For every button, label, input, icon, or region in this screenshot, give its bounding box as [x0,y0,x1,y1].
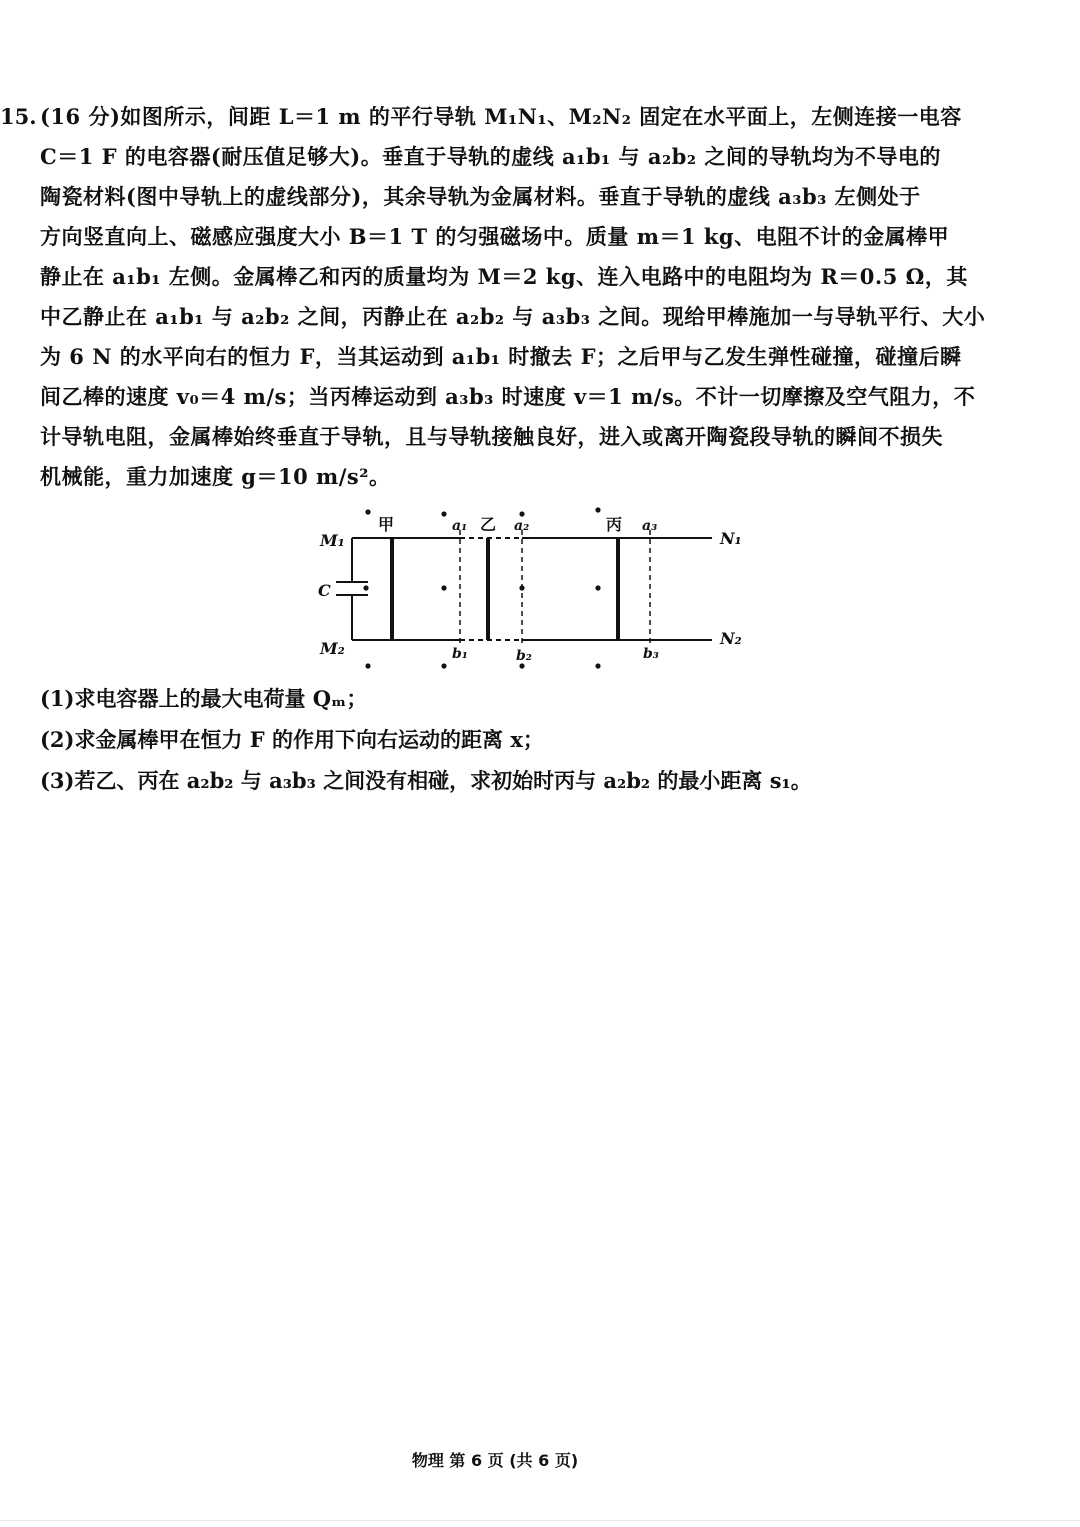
field-dot [363,585,368,590]
problem-line: 静止在 a₁b₁ 左侧。金属棒乙和丙的质量均为 M＝2 kg、连入电路中的电阻均为 R＝0.5 Ω，其 [40,264,968,289]
question-1: (1)求电容器上的最大电荷量 Qₘ； [40,686,368,711]
field-dot [519,585,524,590]
field-dot [365,663,370,668]
label-b1: b₁ [452,646,468,662]
field-dot [441,663,446,668]
label-a1: a₁ [452,518,468,534]
label-m2: M₂ [320,639,345,658]
label-m1: M₁ [320,531,345,550]
field-dot [519,511,524,516]
question-3: (3)若乙、丙在 a₂b₂ 与 a₃b₃ 之间没有相碰，求初始时丙与 a₂b₂ 的最小距离 s₁。 [40,768,812,793]
label-c: C [318,581,331,600]
label-n2: N₂ [720,629,742,648]
label-b2: b₂ [516,648,532,664]
label-bing: 丙 [606,515,623,534]
field-dot [519,663,524,668]
problem-line: 方向竖直向上、磁感应强度大小 B＝1 T 的匀强磁场中。质量 m＝1 kg、电阻不计的金属棒甲 [40,224,950,249]
field-dot [365,509,370,514]
label-b3: b₃ [643,646,659,662]
label-n1: N₁ [720,529,742,548]
label-jia: 甲 [378,515,395,534]
field-dot [441,511,446,516]
rail-diagram [300,500,770,680]
label-a2: a₂ [514,518,530,534]
problem-line: 计导轨电阻，金属棒始终垂直于导轨，且与导轨接触良好，进入或离开陶瓷段导轨的瞬间不损失 [40,424,943,449]
problem-line: (16 分)如图所示，间距 L＝1 m 的平行导轨 M₁N₁、M₂N₂ 固定在水平面上，左侧连接一电容 [40,104,962,129]
field-dot [595,663,600,668]
problem-line: 中乙静止在 a₁b₁ 与 a₂b₂ 之间，丙静止在 a₂b₂ 与 a₃b₃ 之间。现给甲棒施加一与导轨平行、大小 [40,304,986,329]
problem-number: 15. [0,104,37,129]
rail-diagram-svg [300,500,770,680]
problem-line: 间乙棒的速度 v₀＝4 m/s；当丙棒运动到 a₃b₃ 时速度 v＝1 m/s。不计一切摩擦及空气阻力，不 [40,384,976,409]
problem-line: 陶瓷材料(图中导轨上的虚线部分)，其余导轨为金属材料。垂直于导轨的虚线 a₃b₃ 左侧处于 [40,184,921,209]
field-dot [595,507,600,512]
bottom-divider [0,1520,1080,1521]
field-dot [595,585,600,590]
problem-line: 机械能，重力加速度 g＝10 m/s²。 [40,464,391,489]
label-yi: 乙 [480,515,497,534]
label-a3: a₃ [642,518,658,534]
problem-line: C＝1 F 的电容器(耐压值足够大)。垂直于导轨的虚线 a₁b₁ 与 a₂b₂ 之间的导轨均为不导电的 [40,144,941,169]
field-dot [441,585,446,590]
question-2: (2)求金属棒甲在恒力 F 的作用下向右运动的距离 x； [40,727,544,752]
problem-line: 为 6 N 的水平向右的恒力 F，当其运动到 a₁b₁ 时撤去 F；之后甲与乙发生弹性碰撞，碰撞后瞬 [40,344,962,369]
page-footer: 物理 第 6 页 (共 6 页) [411,1451,579,1470]
